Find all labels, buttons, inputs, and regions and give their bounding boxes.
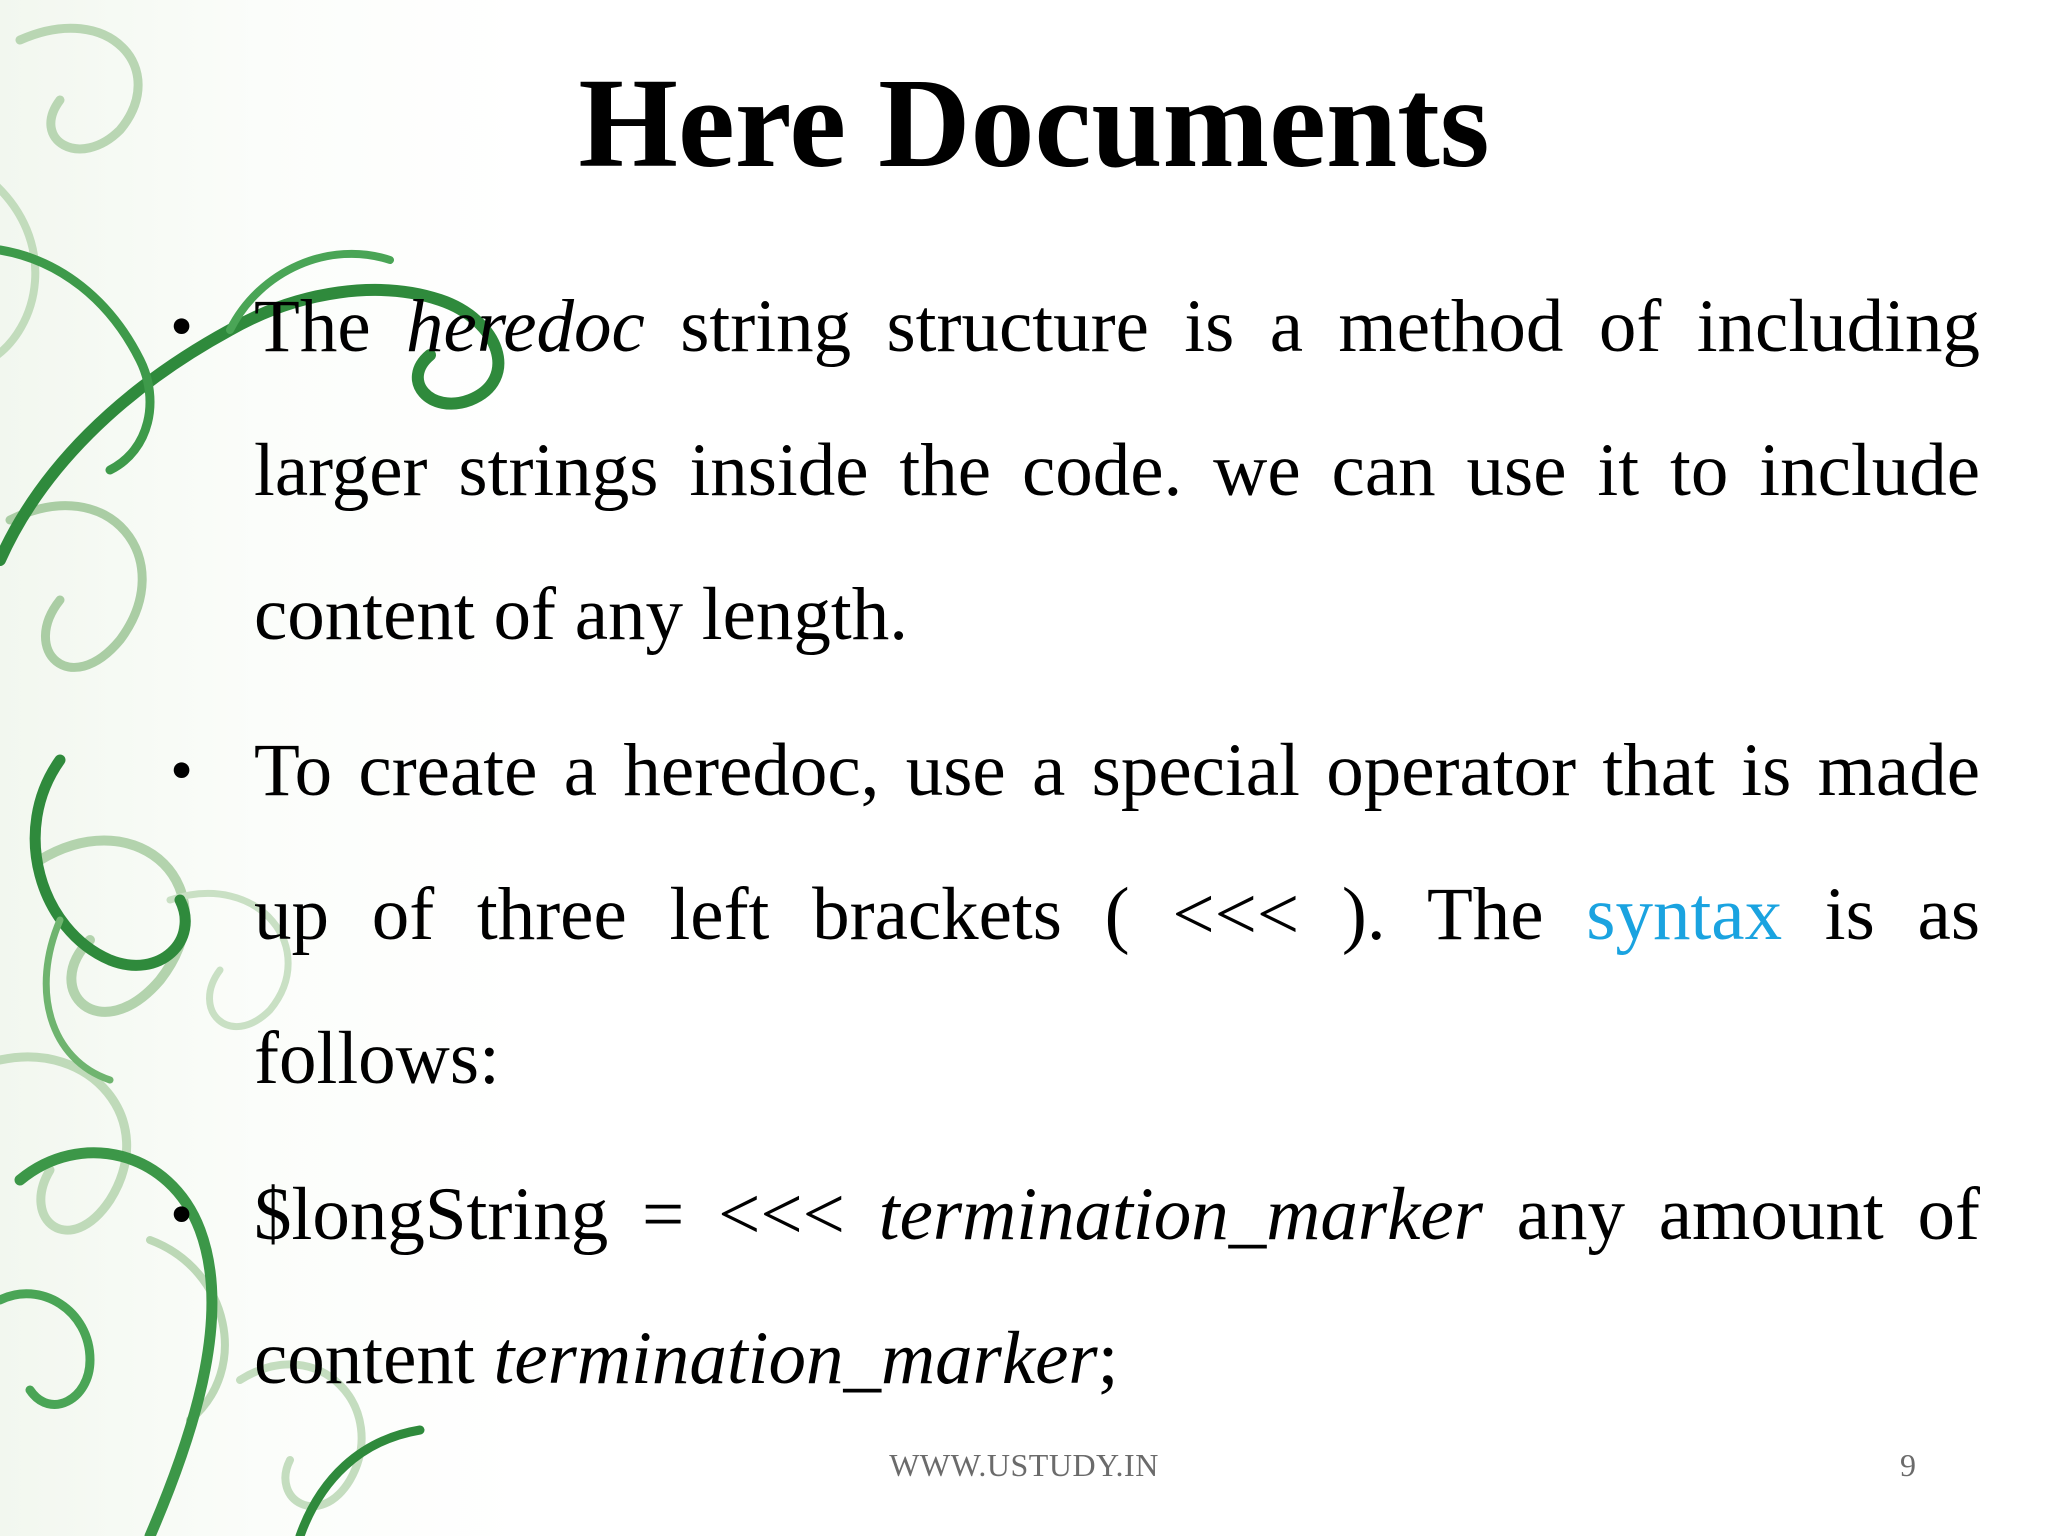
termination-marker: termination_marker [878,1173,1483,1256]
bullet-text: is as follows: [254,873,1981,1100]
bullet-text: To create a heredoc, use a special operator that is made up of three left brackets ( <<< ). The [254,729,1980,956]
bullet-dot: • [170,734,194,807]
syntax-link[interactable]: syntax [1586,873,1783,956]
bullet-list [170,255,1980,1443]
footer-url: WWW.USTUDY.IN [889,1447,1159,1483]
heredoc-term: heredoc [406,285,645,368]
page-number: 9 [1900,1447,1916,1483]
termination-marker: termination_marker [493,1317,1098,1400]
bullet-dot: • [170,290,194,363]
code-text: any amount of content [254,1173,1981,1400]
bullet-item [170,1143,1980,1431]
bullet-text: string structure is a method of including larger strings inside the code. we can use it to include content of any length. [254,285,1981,656]
bullet-text: The [254,285,407,368]
bullet-item [170,699,1980,1131]
slide-title: Here Documents [578,52,1490,194]
code-text: $longString = <<< [254,1173,879,1256]
code-text: ; [1097,1317,1119,1400]
bullet-dot: • [170,1178,194,1251]
bullet-item [170,255,1980,687]
